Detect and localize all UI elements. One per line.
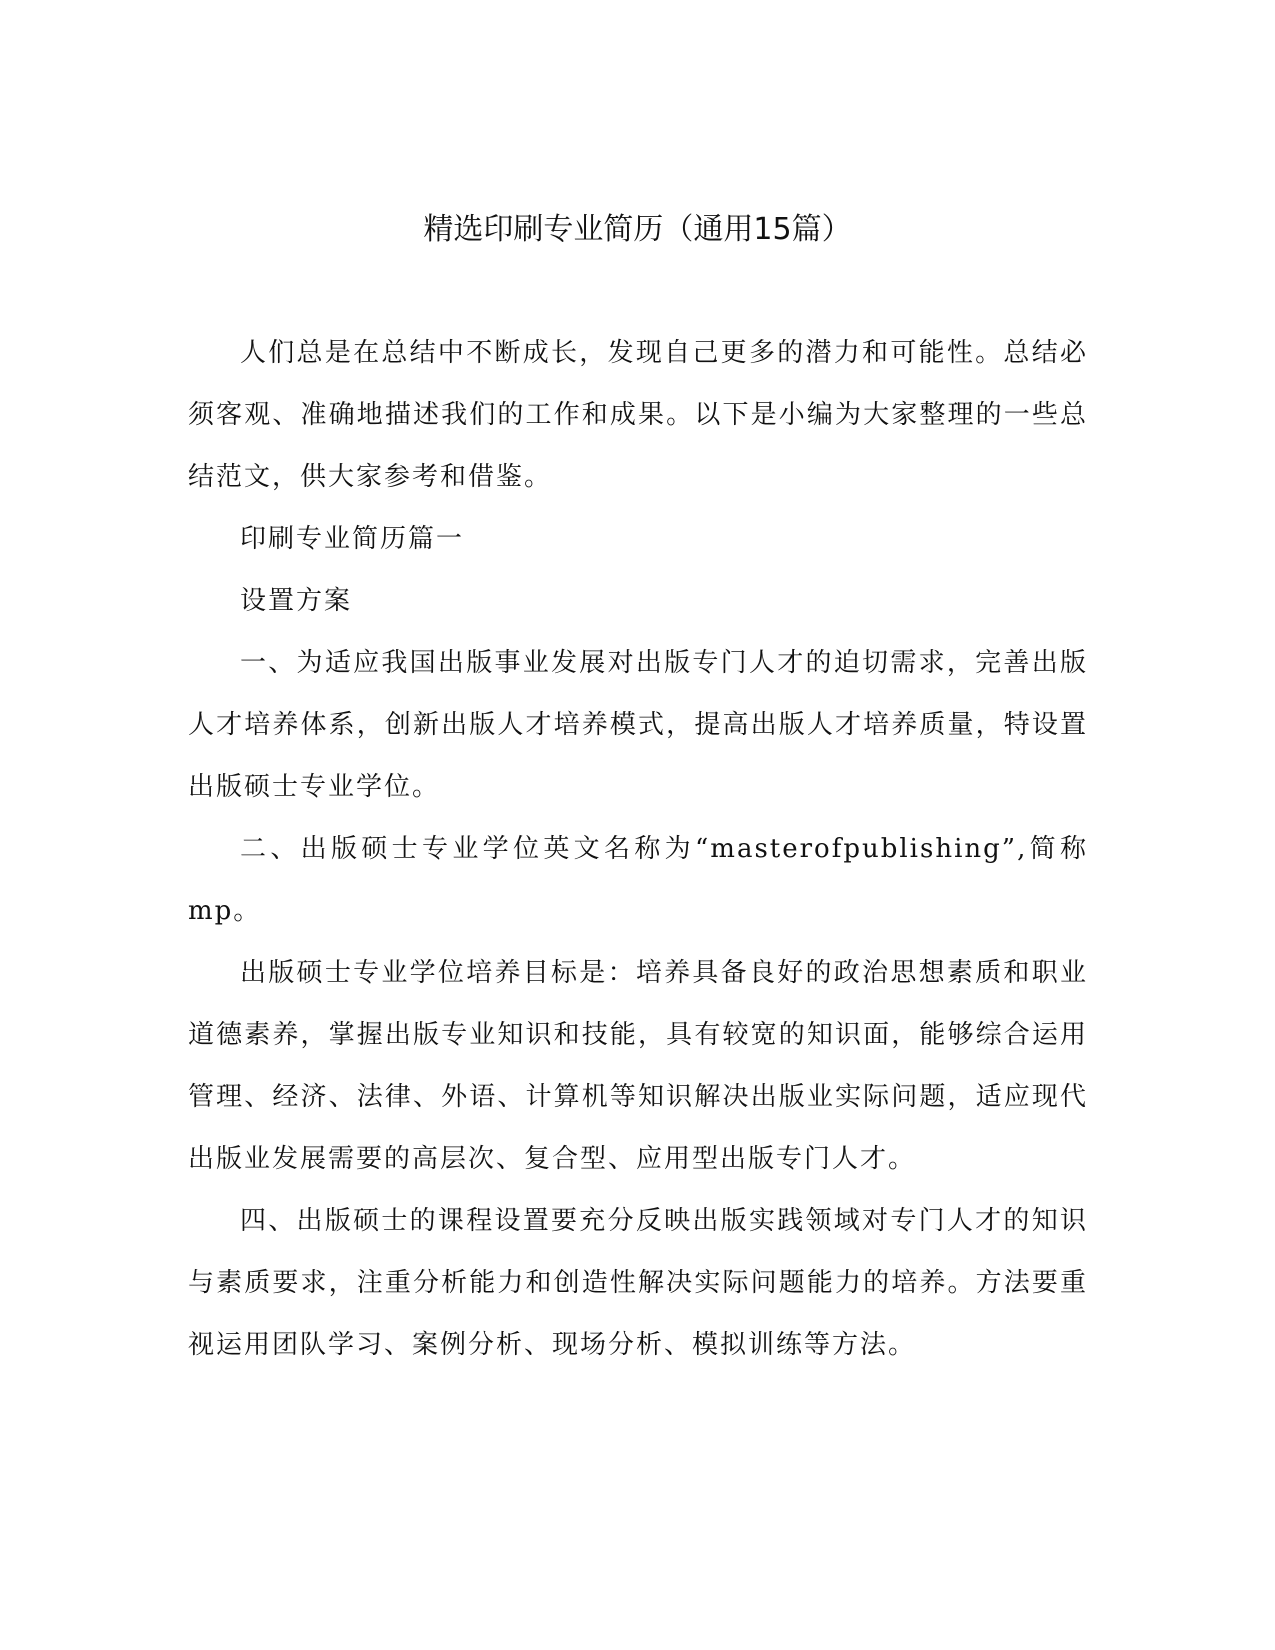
item-two-paragraph: 二、出版硕士专业学位英文名称为“masterofpublishing”,简称mp。	[188, 834, 1088, 926]
subsection-heading: 设置方案	[240, 586, 353, 616]
training-goal-paragraph: 出版硕士专业学位培养目标是：培养具备良好的政治思想素质和职业道德素养，掌握出版专业知识和技能，具有较宽的知识面，能够综合运用管理、经济、法律、外语、计算机等知识解决出版业实际问题，适应现代出版业发展需要的高层次、复合型、应用型出版专门人才。	[188, 958, 1088, 1174]
section-heading: 印刷专业简历篇一	[240, 524, 465, 554]
document-body	[188, 322, 1088, 1376]
intro-paragraph: 人们总是在总结中不断成长，发现自己更多的潜力和可能性。总结必须客观、准确地描述我们的工作和成果。以下是小编为大家整理的一些总结范文，供大家参考和借鉴。	[188, 338, 1088, 492]
item-one-paragraph: 一、为适应我国出版事业发展对出版专门人才的迫切需求，完善出版人才培养体系，创新出版人才培养模式，提高出版人才培养质量，特设置出版硕士专业学位。	[188, 648, 1088, 802]
item-four-paragraph: 四、出版硕士的课程设置要充分反映出版实践领域对专门人才的知识与素质要求，注重分析能力和创造性解决实际问题能力的培养。方法要重视运用团队学习、案例分析、现场分析、模拟训练等方法。	[188, 1206, 1088, 1360]
document-title: 精选印刷专业简历（通用15篇）	[423, 212, 852, 247]
